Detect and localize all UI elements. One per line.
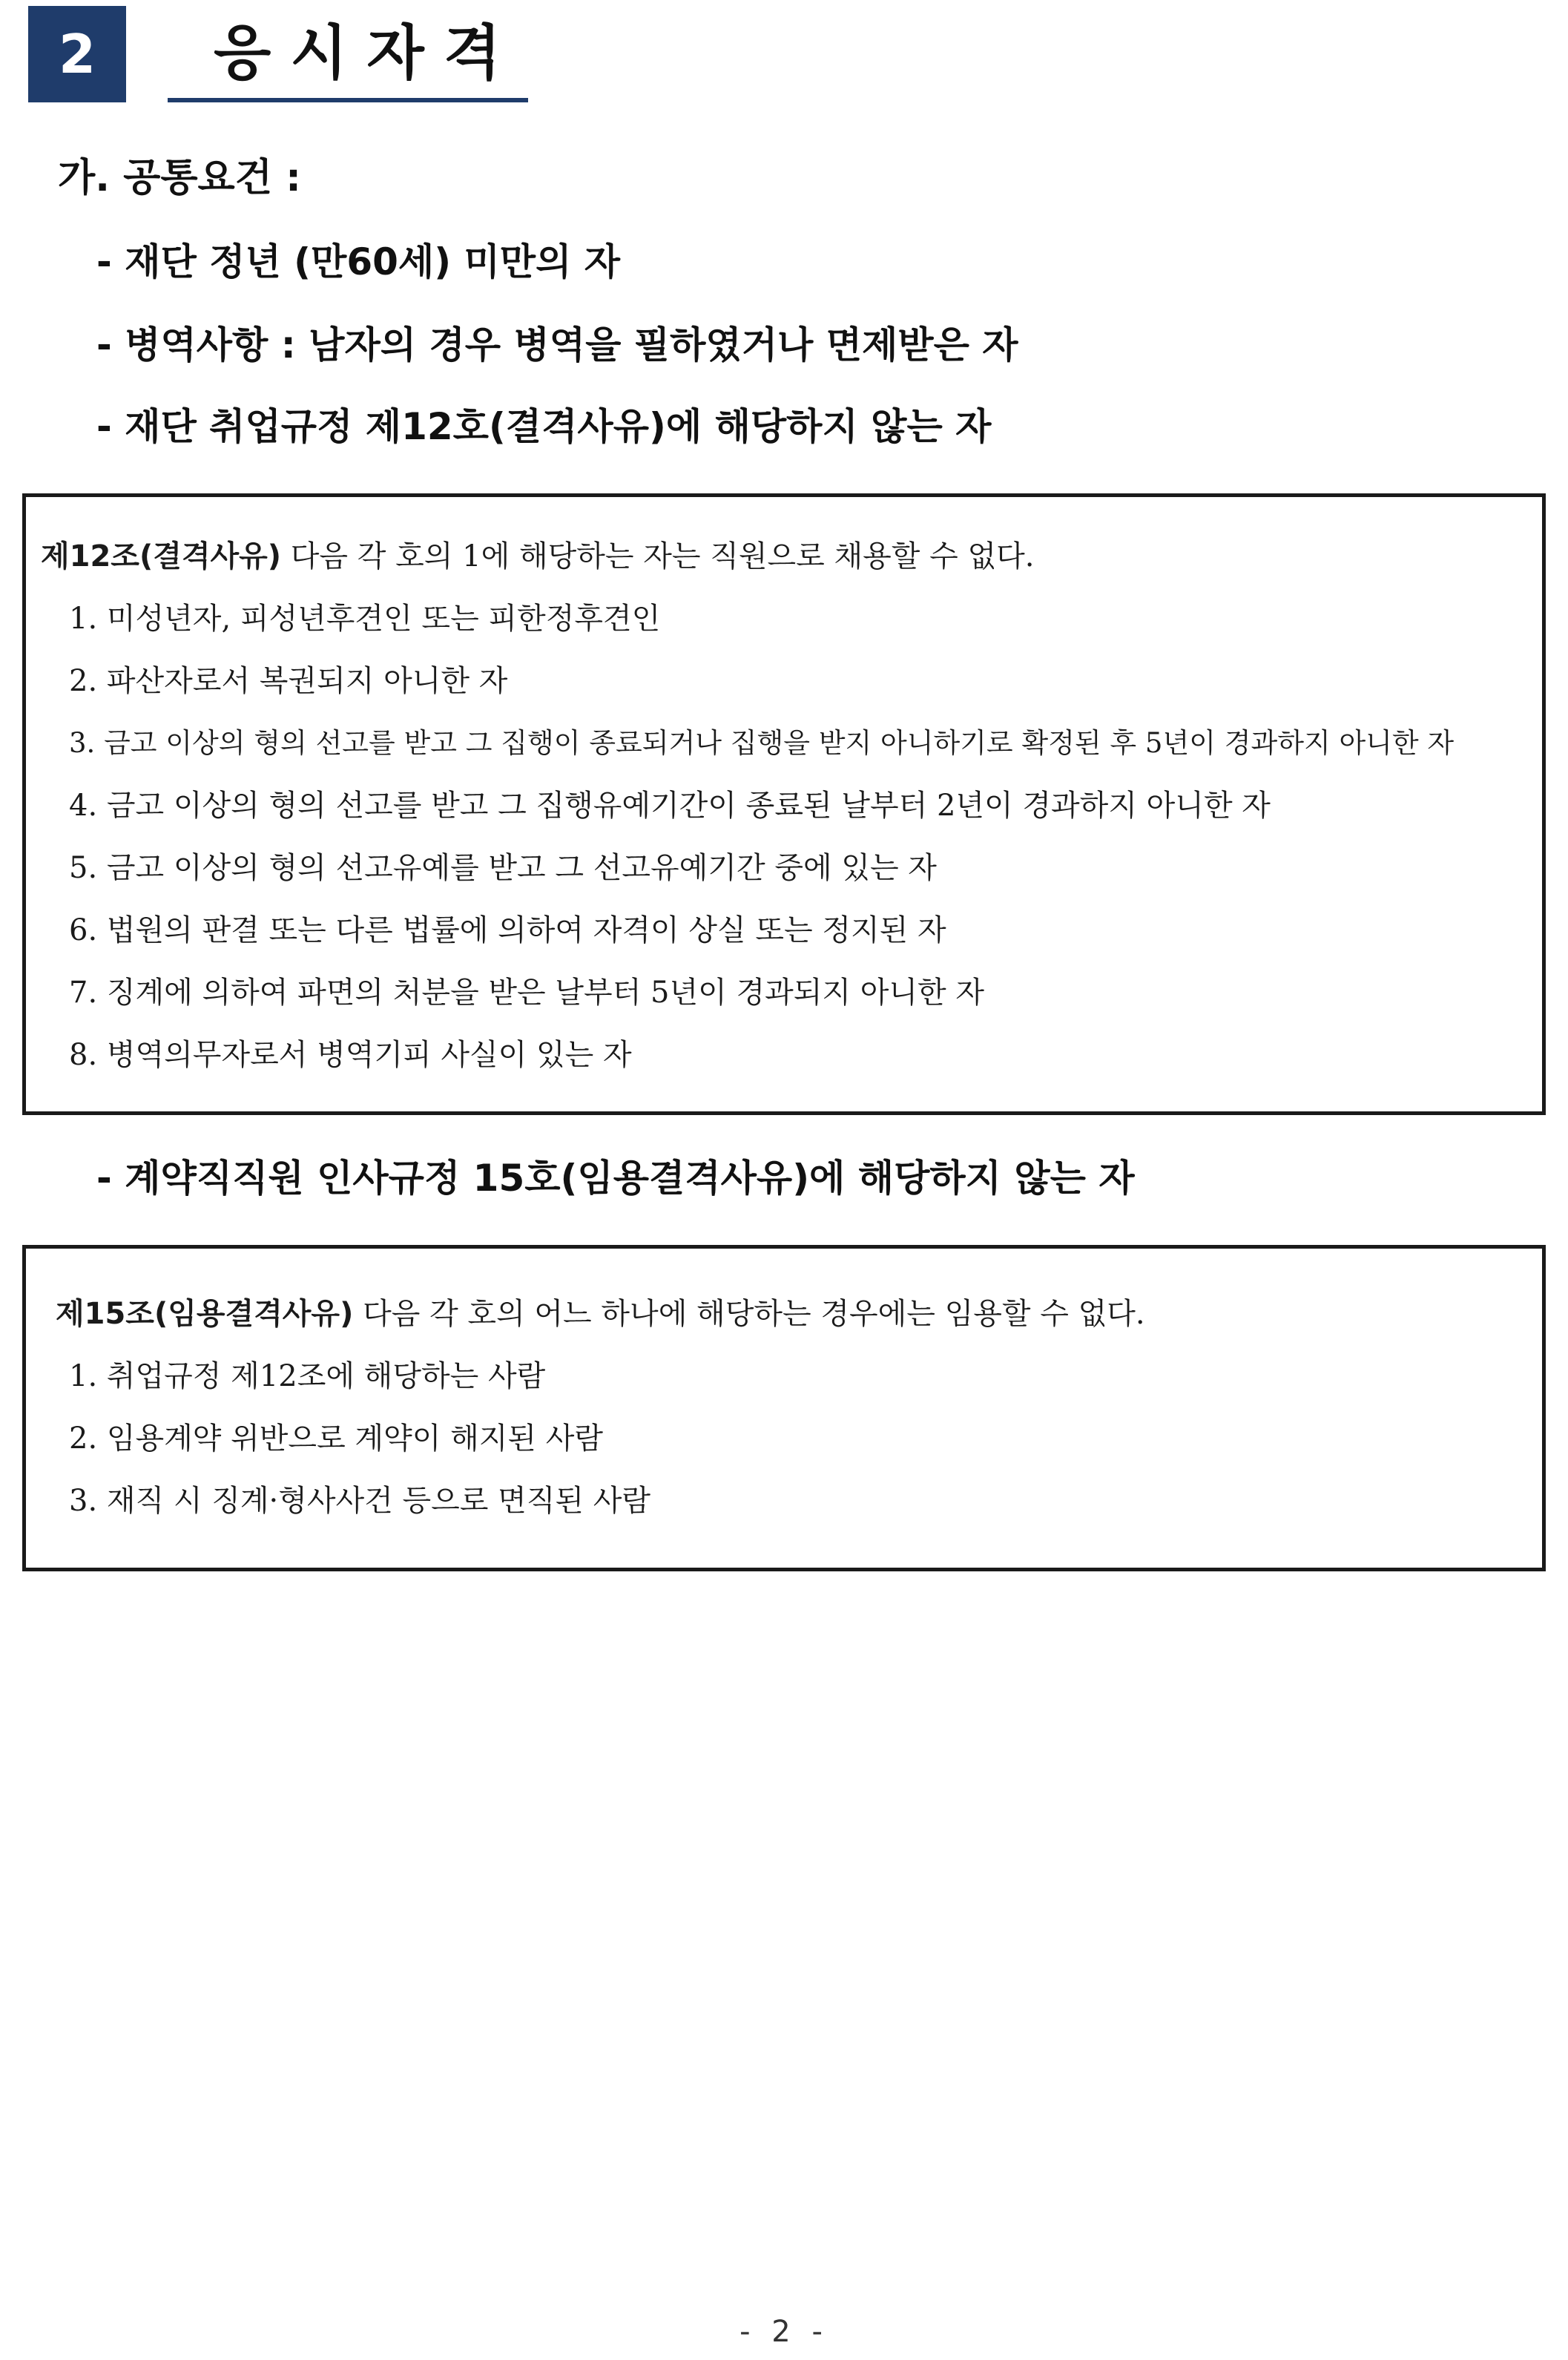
article12-intro-line: [41, 536, 1034, 577]
article12-box: [22, 493, 1546, 1115]
article12-item: 5. 금고 이상의 형의 선고유예를 받고 그 선고유예기간 중에 있는 자: [69, 851, 937, 885]
common-requirements-heading: 가. 공통요건 :: [58, 156, 301, 200]
page-number: - 2 -: [739, 2315, 829, 2349]
article15-item: 2. 임용계약 위반으로 계약이 해지된 사람: [69, 1421, 603, 1456]
article12-item: 8. 병역의무자로서 병역기피 사실이 있는 자: [69, 1038, 632, 1072]
requirement-item-military: - 병역사항 : 남자의 경우 병역을 필하였거나 면제받은 자: [96, 323, 1018, 367]
section-title-underline: [168, 98, 528, 102]
article12-item: 2. 파산자로서 복권되지 아니한 자: [69, 664, 508, 698]
requirement-item-disqualification: - 재단 취업규정 제12호(결격사유)에 해당하지 않는 자: [96, 405, 992, 448]
article12-title: 제12조(결격사유): [41, 539, 282, 573]
article12-item: 4. 금고 이상의 형의 선고를 받고 그 집행유예기간이 종료된 날부터 2년이 경과하지 아니한 자: [69, 789, 1271, 823]
article15-box: [22, 1245, 1546, 1571]
article15-intro: 다음 각 호의 어느 하나에 해당하는 경우에는 임용할 수 없다.: [353, 1297, 1145, 1331]
article15-item: 1. 취업규정 제12조에 해당하는 사람: [69, 1359, 546, 1393]
article12-item: 6. 법원의 판결 또는 다른 법률에 의하여 자격이 상실 또는 정지된 자: [69, 913, 946, 947]
section-number-badge: 2: [28, 6, 126, 102]
article12-item: 1. 미성년자, 피성년후견인 또는 피한정후견인: [69, 602, 661, 636]
requirement-item-age: - 재단 정년 (만60세) 미만의 자: [96, 240, 621, 283]
article12-intro: 다음 각 호의 1에 해당하는 자는 직원으로 채용할 수 없다.: [281, 539, 1035, 573]
section-title: 응시자격: [214, 19, 521, 88]
article15-intro-line: [56, 1293, 1145, 1335]
contract-staff-requirement: - 계약직직원 인사규정 15호(임용결격사유)에 해당하지 않는 자: [96, 1157, 1135, 1200]
article12-item: 3. 금고 이상의 형의 선고를 받고 그 집행이 종료되거나 집행을 받지 아니하기로 확정된 후 5년이 경과하지 아니한 자: [69, 727, 1455, 759]
article15-title: 제15조(임용결격사유): [56, 1297, 354, 1331]
article15-item: 3. 재직 시 징계·형사사건 등으로 면직된 사람: [69, 1484, 651, 1518]
article12-item: 7. 징계에 의하여 파면의 처분을 받은 날부터 5년이 경과되지 아니한 자: [69, 976, 985, 1010]
